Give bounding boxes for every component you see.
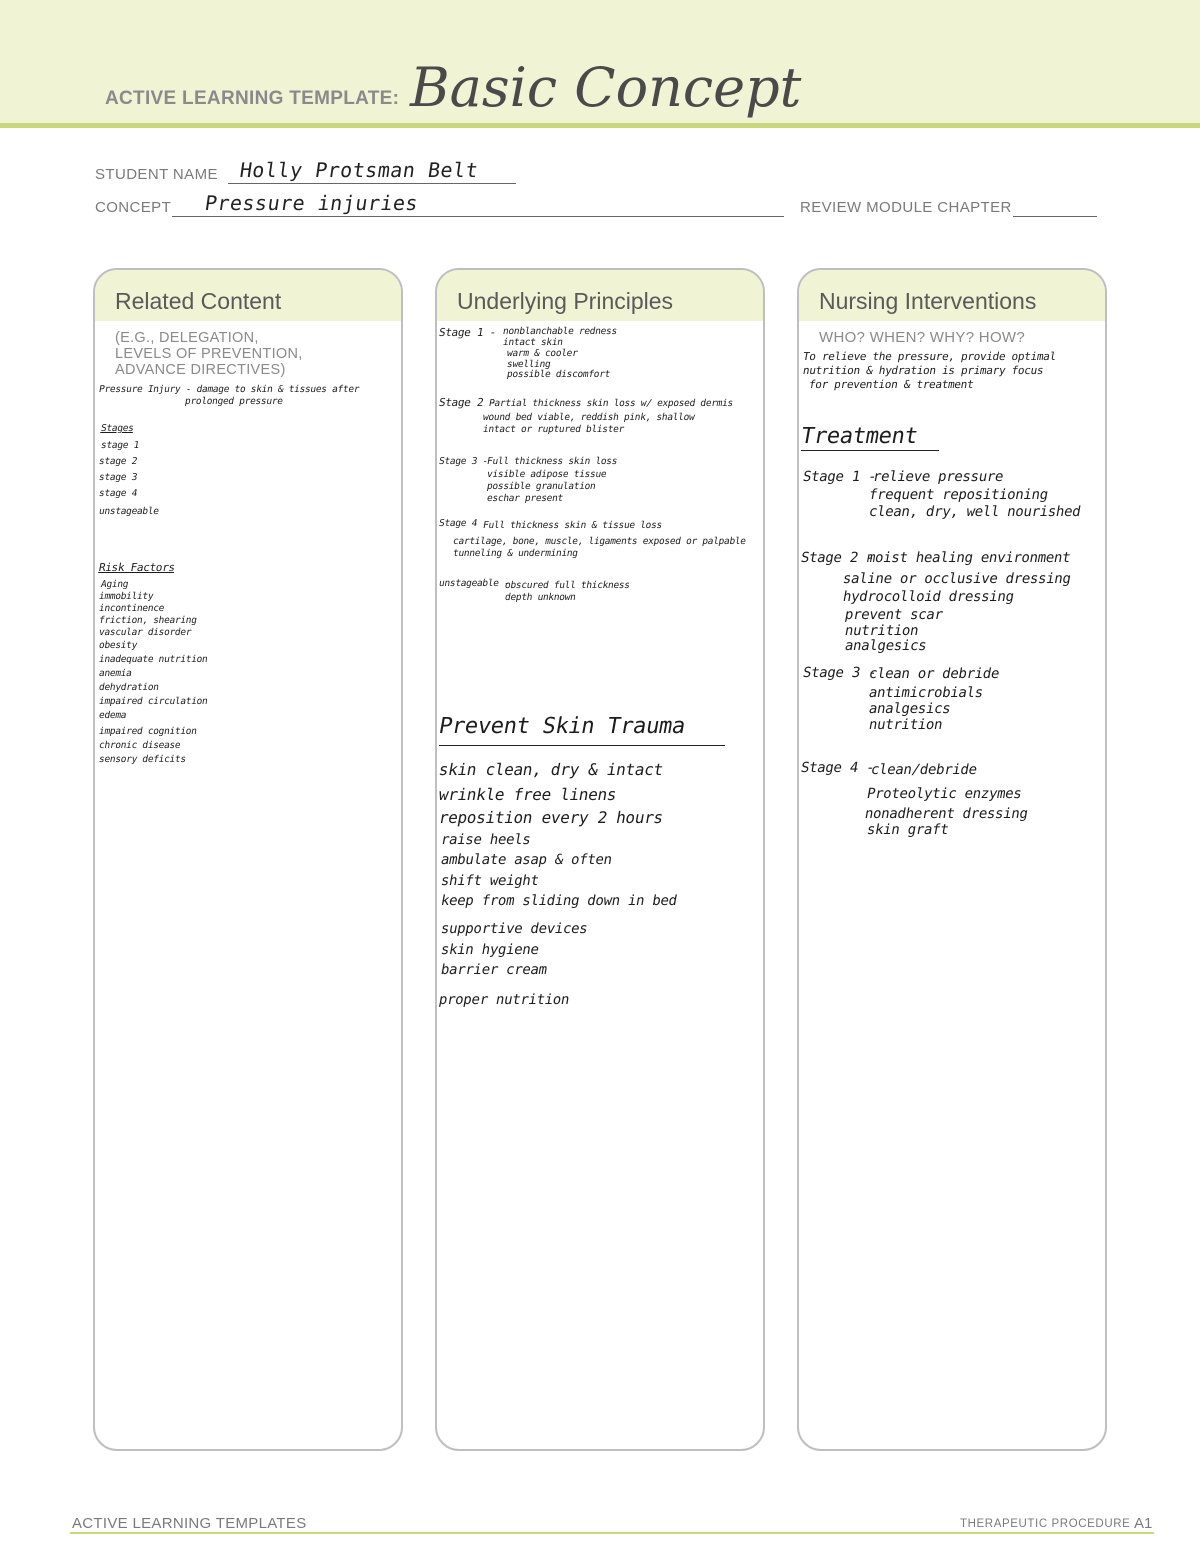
- treatment-item: Proteolytic enzymes: [865, 786, 1023, 802]
- principle-line: Full thickness skin loss: [486, 456, 619, 467]
- student-name-value[interactable]: Holly Protsman Belt: [238, 158, 480, 182]
- principle-line: possible discomfort: [506, 369, 611, 380]
- concept-label: CONCEPT: [95, 199, 172, 216]
- stage4-label: Stage 4: [438, 518, 478, 529]
- risk-factor: inadequate nutrition: [98, 654, 209, 665]
- underlying-principles-title: Underlying Principles: [457, 288, 674, 314]
- footer-divider: [70, 1532, 1154, 1534]
- prevention-item: skin clean, dry & intact: [437, 760, 665, 779]
- risk-factor: obesity: [98, 640, 138, 651]
- student-name-line: [228, 183, 516, 184]
- risk-factor: anemia: [98, 668, 133, 679]
- prevention-item: shift weight: [439, 873, 540, 889]
- prevention-item: keep from sliding down in bed: [439, 893, 679, 909]
- student-name-label: STUDENT NAME: [95, 166, 218, 183]
- risk-factor: vascular disorder: [98, 627, 193, 638]
- risk-factor: impaired cognition: [98, 726, 198, 737]
- treatment-item: analgesics: [867, 701, 952, 717]
- principle-line: tunneling & undermining: [452, 548, 579, 559]
- stage1-label: Stage 1 -: [437, 326, 498, 339]
- treatment-item: hydrocolloid dressing: [841, 589, 1016, 605]
- prevention-item: reposition every 2 hours: [437, 808, 665, 827]
- nursing-interventions-subtitle: WHO? WHEN? WHY? HOW?: [819, 329, 1026, 346]
- treatment-item: relieve pressure: [871, 469, 1005, 485]
- principle-line: cartilage, bone, muscle, ligaments exposed or palpable: [452, 536, 747, 547]
- risk-factor: Aging: [100, 579, 130, 590]
- stage-item: stage 1: [100, 440, 140, 451]
- prevention-item: ambulate asap & often: [439, 852, 614, 868]
- template-title: Basic Concept: [410, 56, 802, 119]
- definition-line: Pressure Injury - damage to skin & tissues after: [98, 384, 361, 395]
- prevention-item: barrier cream: [439, 962, 549, 978]
- stage3-label: Stage 3 -: [438, 456, 489, 467]
- principle-line: warm & cooler: [506, 348, 579, 359]
- treatment-item: moist healing environment: [865, 550, 1072, 566]
- prevention-item: raise heels: [439, 832, 532, 848]
- risk-factor: edema: [98, 710, 128, 721]
- treatment-item: nutrition: [843, 623, 920, 639]
- treatment-stage1-label: Stage 1 -: [801, 469, 878, 485]
- risk-factor: incontinence: [98, 603, 166, 614]
- prevent-skin-trauma-heading: Prevent Skin Trauma: [436, 714, 688, 739]
- prevent-heading-underline: [439, 745, 725, 746]
- treatment-item: analgesics: [843, 638, 928, 654]
- stage2-label: Stage 2 -: [437, 396, 498, 409]
- risk-factor: chronic disease: [98, 740, 182, 751]
- concept-line: [172, 216, 784, 217]
- risk-factor: impaired circulation: [98, 696, 209, 707]
- concept-value[interactable]: Pressure injuries: [203, 191, 420, 215]
- treatment-stage3-label: Stage 3 -: [801, 665, 878, 681]
- treatment-item: clean, dry, well nourished: [867, 504, 1082, 520]
- nursing-interventions-title: Nursing Interventions: [819, 288, 1037, 314]
- treatment-item: nonadherent dressing: [863, 806, 1029, 822]
- stage-item: stage 4: [98, 488, 138, 499]
- risk-factor: immobility: [98, 591, 155, 602]
- prevention-item: supportive devices: [439, 921, 589, 937]
- prevention-item: proper nutrition: [437, 992, 571, 1008]
- principle-line: obscured full thickness: [504, 580, 631, 591]
- review-chapter-line[interactable]: [1013, 216, 1097, 217]
- prevention-item: skin hygiene: [439, 942, 540, 958]
- template-label: ACTIVE LEARNING TEMPLATE:: [105, 88, 400, 109]
- principle-line: intact or ruptured blister: [482, 424, 625, 435]
- prevention-item: wrinkle free linens: [437, 785, 619, 804]
- footer-procedure-label: THERAPEUTIC PROCEDURE: [960, 1518, 1131, 1530]
- footer-page-number: A1: [1134, 1515, 1153, 1532]
- principle-line: Full thickness skin & tissue loss: [482, 520, 663, 531]
- header-divider: [0, 123, 1200, 128]
- principle-line: swelling: [506, 359, 552, 370]
- principle-line: nonblanchable redness: [502, 326, 618, 337]
- stage-item: stage 2: [98, 456, 138, 467]
- intervention-intro: nutrition & hydration is primary focus: [801, 364, 1045, 377]
- risk-factor: sensory deficits: [98, 754, 187, 765]
- treatment-item: nutrition: [867, 717, 944, 733]
- intervention-intro: for prevention & treatment: [807, 378, 975, 391]
- principle-line: wound bed viable, reddish pink, shallow: [482, 412, 696, 423]
- underlying-principles-panel: [435, 268, 765, 1451]
- related-content-panel: [93, 268, 403, 1451]
- treatment-item: frequent repositioning: [867, 487, 1050, 503]
- risk-factor: friction, shearing: [98, 615, 198, 626]
- principle-line: intact skin: [502, 337, 564, 348]
- related-content-subtitle: (E.G., DELEGATION, LEVELS OF PREVENTION, ADVANCE DIRECTIVES): [115, 330, 303, 378]
- stage-item: unstageable: [98, 506, 160, 517]
- definition-line: prolonged pressure: [184, 396, 284, 407]
- risk-factor: dehydration: [98, 682, 160, 693]
- footer-templates-label: ACTIVE LEARNING TEMPLATES: [72, 1515, 307, 1532]
- principle-line: visible adipose tissue: [486, 469, 608, 480]
- risk-factors-heading: Risk Factors: [97, 561, 177, 574]
- stages-heading: Stages: [100, 423, 135, 434]
- treatment-heading: Treatment: [798, 424, 920, 449]
- principle-line: depth unknown: [504, 592, 577, 603]
- principle-line: Partial thickness skin loss w/ exposed dermis: [488, 398, 734, 409]
- intervention-intro: To relieve the pressure, provide optimal: [801, 350, 1058, 363]
- related-content-title: Related Content: [115, 288, 282, 314]
- treatment-item: skin graft: [865, 822, 950, 838]
- treatment-item: clean/debride: [869, 762, 979, 778]
- treatment-item: clean or debride: [867, 666, 1001, 682]
- treatment-item: saline or occlusive dressing: [841, 571, 1073, 587]
- treatment-heading-underline: [801, 450, 939, 451]
- treatment-item: antimicrobials: [867, 685, 985, 701]
- treatment-stage4-label: Stage 4 -: [799, 760, 876, 776]
- treatment-stage2-label: Stage 2 -: [799, 550, 876, 566]
- unstageable-label: unstageable -: [438, 578, 511, 589]
- review-chapter-label: REVIEW MODULE CHAPTER: [800, 199, 1012, 216]
- principle-line: possible granulation: [486, 481, 597, 492]
- stage-item: stage 3: [98, 472, 138, 483]
- treatment-item: prevent scar: [843, 607, 944, 623]
- nursing-interventions-panel: [797, 268, 1107, 1451]
- principle-line: eschar present: [486, 493, 564, 504]
